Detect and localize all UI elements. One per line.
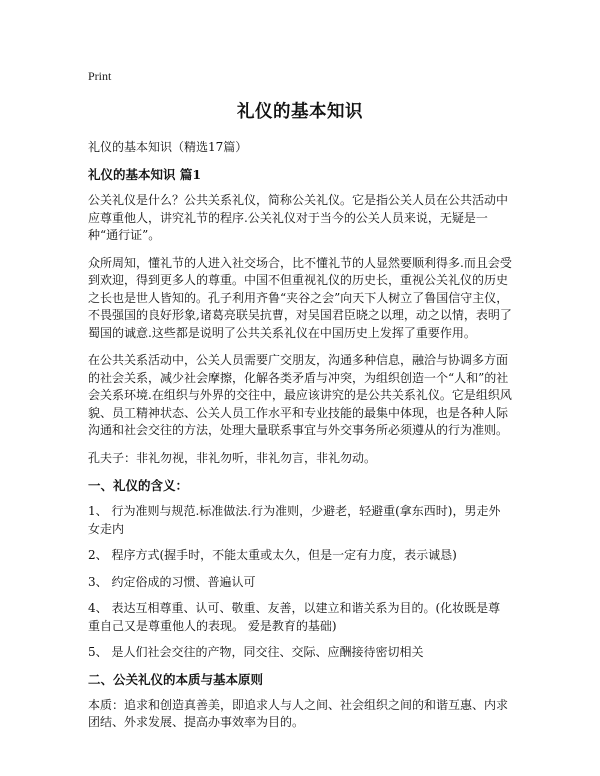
paragraph-3: 在公共关系活动中，公关人员需要广交朋友，沟通多种信息，融洽与协调多方面的社会关系，减少社会摩擦，化解各类矛盾与冲突，为组织创造一个“人和”的社会关系环境.在组织与外界的交往中，最应该讲究的是公共关系礼仪。它是组织风貌、员工精神状态、公关人员工作水平和专业技能的最集中体现，也是各种人际沟通和社会交往的方法，处理大量联系事宜与外交事务所必须遵从的行为准则。 bbox=[88, 353, 512, 437]
essence-paragraph: 本质：追求和创造真善美，即追求人与人之间、社会组织之间的和谐互惠、内求团结、外求发展、提高办事效率为目的。 bbox=[88, 697, 509, 729]
meaning-item-1: 1、 行为准则与规范.标准做法.行为准则，少避老，轻避重(拿东西时)，男走外女走内 bbox=[88, 504, 501, 536]
meaning-item-4: 4、 表达互相尊重、认可、敬重、友善，以建立和谐关系为目的。(化妆既是尊重自己又是尊重他人的表现。 爱是教育的基础) bbox=[88, 601, 501, 633]
paragraph-1: 公关礼仪是什么？公共关系礼仪，简称公关礼仪。它是指公关人员在公共活动中应尊重他人，讲究礼节的程序.公关礼仪对于当今的公关人员来说，无疑是一种“通行证”。 bbox=[88, 193, 509, 242]
meaning-item-2: 2、 程序方式(握手时，不能太重或太久，但是一定有力度，表示诚恳) bbox=[88, 548, 457, 562]
meaning-item-3: 3、 约定俗成的习惯、普遍认可 bbox=[88, 574, 256, 589]
section-heading-essence: 二、公关礼仪的本质与基本原则 bbox=[88, 671, 264, 687]
section-heading-1: 礼仪的基本知识 篇1 bbox=[88, 167, 202, 182]
section-heading-meaning: 一、礼仪的含义： bbox=[88, 478, 189, 493]
paragraph-4: 孔夫子：非礼勿视，非礼勿听，非礼勿言，非礼勿动。 bbox=[88, 450, 377, 465]
paragraph-2: 众所周知，懂礼节的人进入社交场合，比不懂礼节的人显然要顺利得多.而且会受到欢迎，得到更多人的尊重。中国不但重视礼仪的历史长，重视公关礼仪的历史之长也是世人皆知的。孔子利用齐鲁“夹谷之会”向天下人树立了鲁国信守主仪，不畏强国的良好形象,诸葛亮联吴抗曹，对吴国君臣晓之以理，动之以情，表明了蜀国的诚意.这些都是说明了公共关系礼仪在中国历史上发挥了重要作用。 bbox=[88, 255, 512, 340]
print-link[interactable]: Print bbox=[88, 69, 112, 83]
meaning-item-5: 5、 是人们社会交往的产物，同交往、交际、应酬接待密切相关 bbox=[88, 645, 424, 659]
document-subtitle: 礼仪的基本知识（精选17篇） bbox=[88, 140, 248, 154]
document-title: 礼仪的基本知识 bbox=[237, 102, 363, 122]
